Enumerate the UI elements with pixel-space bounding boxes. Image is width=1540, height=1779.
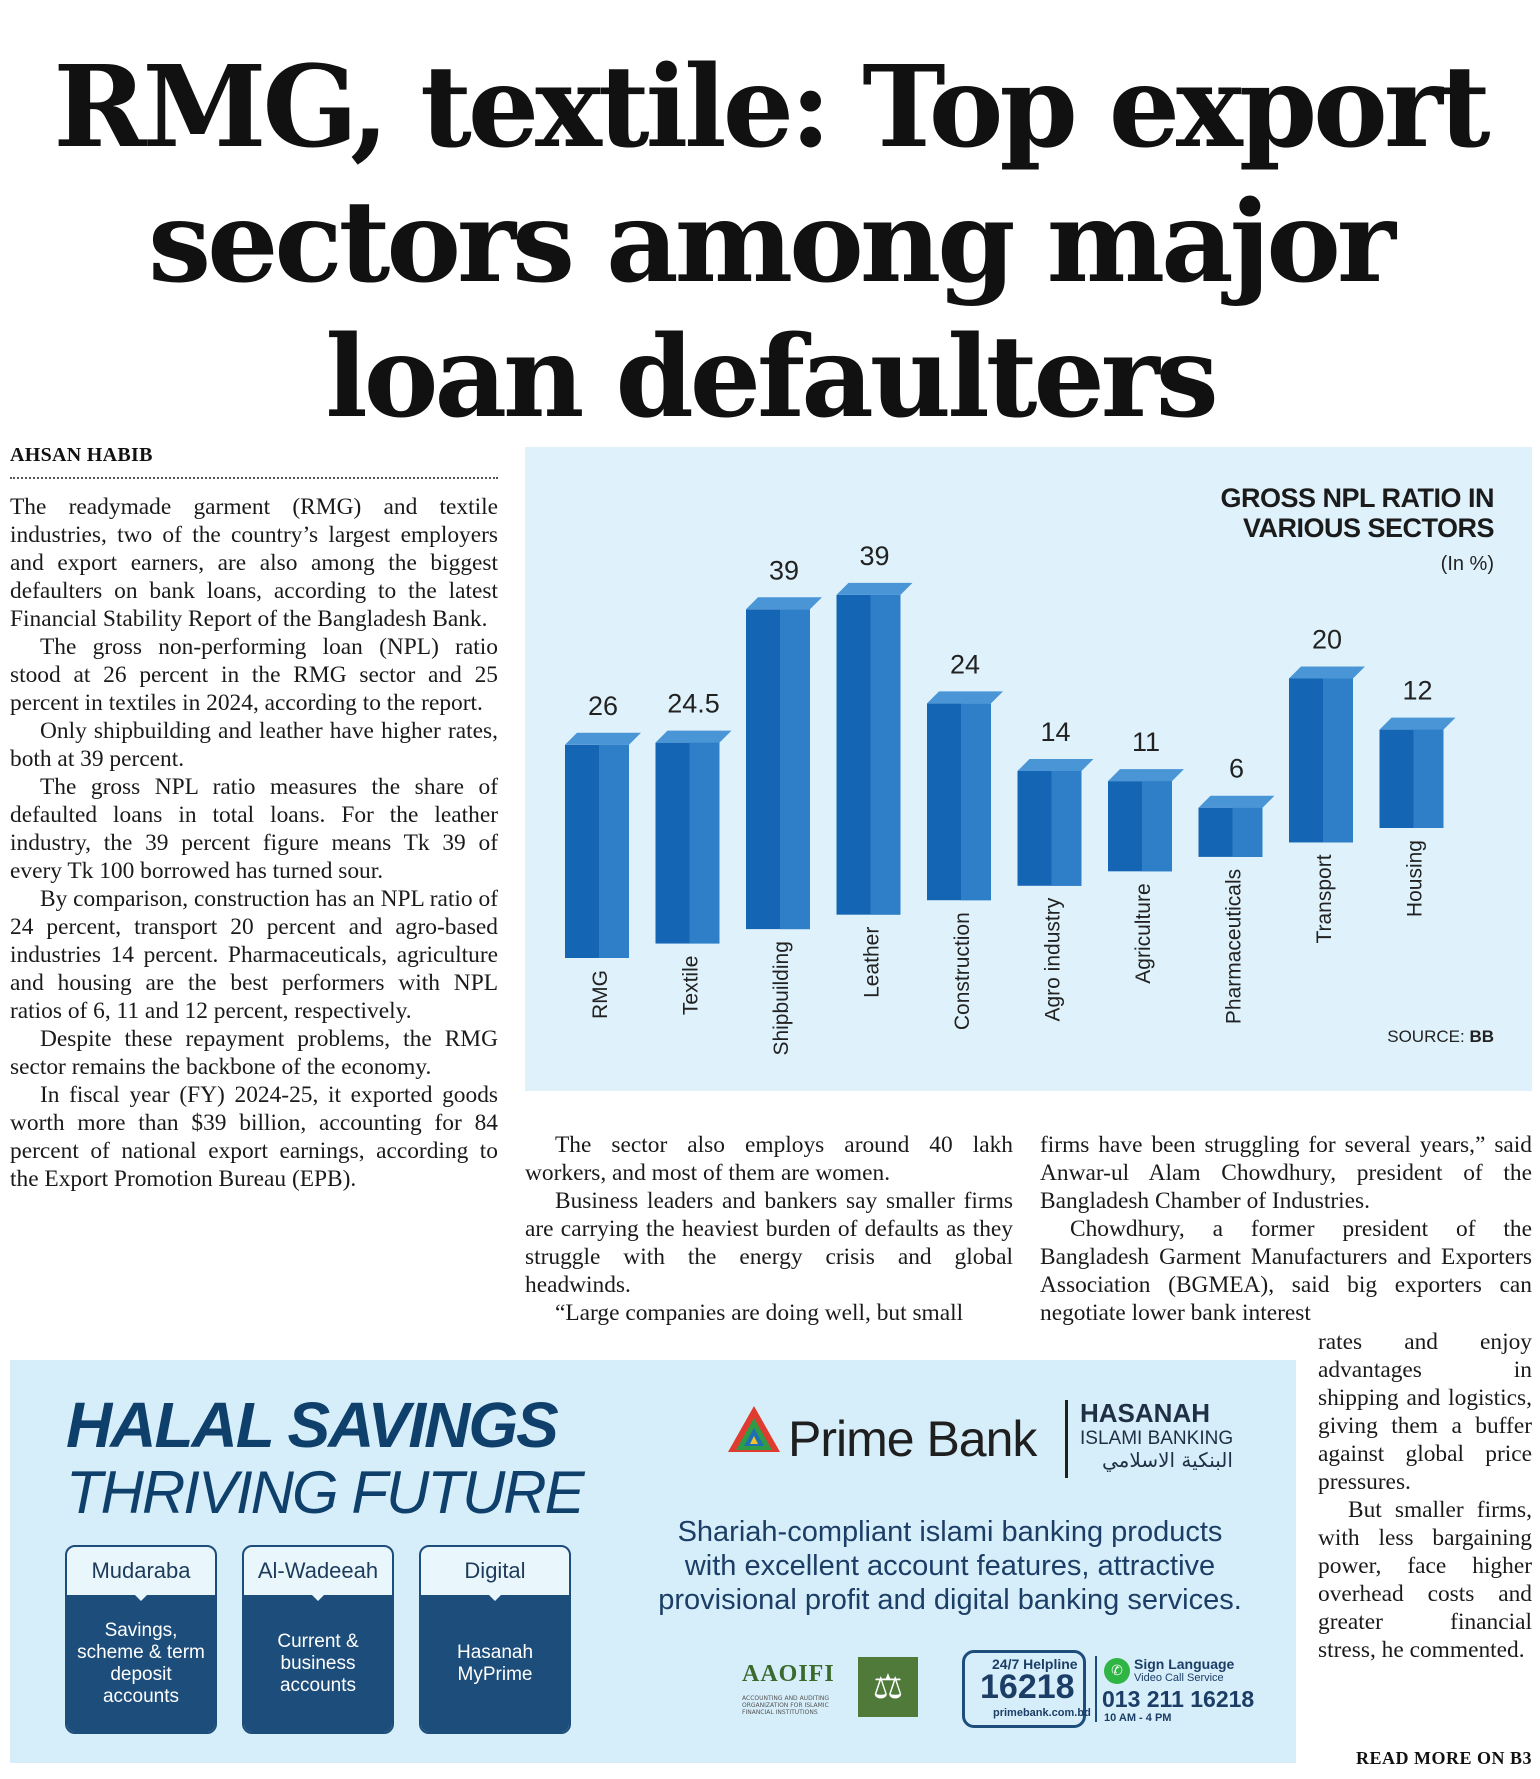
paragraph: “Large companies are doing well, but small bbox=[555, 1300, 964, 1326]
bar-construction bbox=[927, 691, 1003, 900]
prime-bank-ad[interactable] bbox=[10, 1360, 1296, 1763]
aaoifi-subtitle: ACCOUNTING AND AUDITING ORGANIZATION FOR ISLAMIC FINANCIAL INSTITUTIONS bbox=[742, 1695, 830, 1716]
bar-top bbox=[1108, 769, 1184, 781]
sign-language-number[interactable]: 013 211 16218 bbox=[1102, 1686, 1255, 1712]
bar-leather bbox=[837, 583, 913, 915]
value-label: 12 bbox=[1402, 675, 1433, 706]
paragraph: Chowdhury, a former president of the Bangladesh Garment Manufacturers and Exporters Association (BGMEA), said big exporters can negotiate lower bank interest bbox=[1040, 1216, 1532, 1326]
category-label: Pharmaceuticals bbox=[1222, 868, 1246, 1025]
headline: RMG, textile: Top export sectors among major loan defaulters bbox=[53, 42, 1487, 443]
bar-top bbox=[927, 691, 1003, 703]
ad-card-body: Current & business accounts bbox=[244, 1595, 392, 1732]
bar-side bbox=[1052, 771, 1082, 886]
ad-headline-2: THRIVING FUTURE bbox=[66, 1459, 583, 1526]
paragraph: The gross NPL ratio measures the share of defaulted loans in total loans. For the leather industry, the 39 percent figure means Tk 39 of every Tk 100 borrowed has turned sour. bbox=[10, 774, 498, 884]
paragraph: But smaller firms, with less bargaining power, face higher overhead costs and greater financial stress, he commented. bbox=[1318, 1497, 1532, 1663]
bar-top bbox=[1380, 718, 1456, 730]
bar-transport bbox=[1289, 666, 1365, 842]
category-label: Transport bbox=[1313, 854, 1336, 944]
bar-pharmaceuticals bbox=[1199, 796, 1275, 857]
sign-language-label: Sign Language bbox=[1134, 1656, 1235, 1672]
article-column-1 bbox=[10, 493, 498, 1193]
bar-side bbox=[1142, 781, 1172, 871]
bar-side bbox=[690, 743, 720, 944]
category-label: Agro industry bbox=[1041, 897, 1065, 1022]
bar-top bbox=[1199, 796, 1275, 808]
bar-agro-industry bbox=[1018, 759, 1094, 886]
bar-textile bbox=[656, 731, 732, 944]
paragraph: The sector also employs around 40 lakh workers, and most of them are women. bbox=[525, 1132, 1013, 1186]
bar-agriculture bbox=[1108, 769, 1184, 871]
chart-unit: (In %) bbox=[1440, 553, 1494, 575]
bar-shipbuilding bbox=[746, 597, 822, 929]
bar-side bbox=[961, 703, 991, 900]
bar-side bbox=[1323, 678, 1353, 842]
paragraph: The gross non-performing loan (NPL) ratio stood at 26 percent in the RMG sector and 25 percent in textiles in 2024, according to the report. bbox=[10, 634, 498, 716]
paragraph: By comparison, construction has an NPL ratio of 24 percent, transport 20 percent and agro-based industries 14 percent. Pharmaceuticals, agriculture and housing are the best performers with NPL ratios of 6, 11 and 12 percent, respectively. bbox=[10, 886, 498, 1024]
value-label: 11 bbox=[1131, 727, 1161, 758]
value-label: 20 bbox=[1311, 624, 1343, 655]
value-label: 26 bbox=[587, 690, 619, 721]
chart-title-line-1: GROSS NPL RATIO IN bbox=[1220, 483, 1494, 513]
ad-card-digital bbox=[419, 1545, 571, 1734]
bar-top bbox=[1289, 666, 1365, 678]
hasanah-arabic: البنكية الاسلامي bbox=[1102, 1448, 1233, 1472]
category-label: Construction bbox=[951, 912, 974, 1031]
bar-rmg bbox=[565, 733, 641, 958]
brand-divider bbox=[1065, 1400, 1068, 1478]
bar-top bbox=[1018, 759, 1094, 771]
brand-name: Prime Bank bbox=[788, 1411, 1037, 1467]
category-label: RMG bbox=[589, 970, 612, 1019]
bar-side bbox=[871, 595, 901, 915]
divider bbox=[1095, 1656, 1097, 1722]
read-more-link[interactable]: READ MORE ON B3 bbox=[1355, 1748, 1532, 1768]
category-label: Agriculture bbox=[1132, 883, 1155, 984]
ad-card-mudaraba bbox=[65, 1545, 217, 1734]
paragraph: The readymade garment (RMG) and textile industries, two of the country’s largest employers and export earners, are also among the biggest defaulters on bank loans, according to the latest Financial Stability Report of the Bangladesh Bank. bbox=[10, 494, 498, 632]
bar-housing bbox=[1380, 718, 1456, 828]
chart-source-label: SOURCE: bbox=[1387, 1027, 1465, 1046]
article-column-4 bbox=[1318, 1328, 1532, 1664]
helpline-number[interactable]: 16218 bbox=[980, 1668, 1075, 1706]
chart-source-value: BB bbox=[1469, 1027, 1494, 1046]
sign-language-sub: Video Call Service bbox=[1134, 1672, 1224, 1684]
chart-title bbox=[1220, 483, 1494, 543]
paragraph: rates and enjoy advantages in shipping and logistics, giving them a buffer against global price pressures. bbox=[1318, 1329, 1532, 1495]
card-notch-icon bbox=[308, 1591, 328, 1601]
bar-side bbox=[1414, 730, 1444, 828]
category-label: Shipbuilding bbox=[770, 941, 793, 1056]
value-label: 39 bbox=[768, 555, 800, 586]
whatsapp-icon: ✆ bbox=[1104, 1658, 1130, 1684]
category-label: Housing bbox=[1403, 840, 1427, 918]
bar-side bbox=[780, 609, 810, 929]
npl-chart bbox=[525, 447, 1532, 1091]
ad-copy: Shariah-compliant islami banking products with excellent account features, attractive provisional profit and digital banking services. bbox=[658, 1516, 1242, 1616]
bar-side bbox=[599, 745, 629, 958]
bar-side bbox=[1233, 808, 1263, 857]
ad-card-body: Hasanah MyPrime bbox=[421, 1595, 569, 1732]
helpline-label: 24/7 Helpline bbox=[992, 1656, 1078, 1672]
chart-title-line-2: VARIOUS SECTORS bbox=[1242, 513, 1494, 543]
article-column-3 bbox=[1040, 1131, 1532, 1327]
card-notch-icon bbox=[485, 1591, 505, 1601]
hasanah-subtitle: ISLAMI BANKING bbox=[1080, 1428, 1234, 1449]
category-label: Textile bbox=[679, 955, 703, 1016]
value-label: 24.5 bbox=[667, 688, 720, 719]
paragraph: Business leaders and bankers say smaller firms are carrying the heaviest burden of defaults as they struggle with the energy crisis and global headwinds. bbox=[525, 1188, 1013, 1298]
ad-card-title: Al-Wadeeah bbox=[257, 1558, 379, 1583]
category-label: Leather bbox=[860, 926, 884, 998]
prime-bank-logo-icon bbox=[724, 1402, 784, 1462]
aaoifi-name: AAOIFI bbox=[742, 1661, 835, 1687]
website-link[interactable]: primebank.com.bd bbox=[993, 1707, 1091, 1719]
article-column-2 bbox=[525, 1131, 1013, 1327]
paragraph: Only shipbuilding and leather have higher rates, both at 39 percent. bbox=[10, 718, 498, 772]
ad-card-title: Mudaraba bbox=[91, 1558, 191, 1583]
scales-icon: ⚖ bbox=[858, 1657, 918, 1717]
paragraph: firms have been struggling for several years,” said Anwar-ul Alam Chowdhury, president of the Bangladesh Chamber of Industries. bbox=[1040, 1132, 1532, 1214]
chart-canvas bbox=[525, 447, 1532, 1091]
card-notch-icon bbox=[131, 1591, 151, 1601]
aaoifi-logo bbox=[742, 1655, 922, 1725]
value-label: 39 bbox=[859, 540, 890, 571]
bar-top bbox=[565, 733, 641, 745]
bar-top bbox=[656, 731, 732, 743]
ad-card-body: Savings, scheme & term deposit accounts bbox=[67, 1595, 215, 1732]
sign-language-hours: 10 AM - 4 PM bbox=[1104, 1712, 1172, 1724]
hasanah-title: HASANAH bbox=[1080, 1398, 1210, 1428]
byline: AHSAN HABIB bbox=[10, 444, 498, 479]
value-label: 14 bbox=[1040, 716, 1071, 747]
value-label: 6 bbox=[1228, 753, 1245, 784]
bar-top bbox=[837, 583, 913, 595]
chart-source bbox=[1387, 1027, 1494, 1047]
ad-card-title: Digital bbox=[464, 1558, 526, 1583]
ad-headline-1: HALAL SAVINGS bbox=[66, 1389, 557, 1461]
paragraph: In fiscal year (FY) 2024-25, it exported goods worth more than $39 billion, accounting for 84 percent of national export earnings, according to the Export Promotion Bureau (EPB). bbox=[10, 1082, 498, 1192]
paragraph: Despite these repayment problems, the RMG sector remains the backbone of the economy. bbox=[10, 1026, 498, 1080]
ad-card-al-wadeeah bbox=[242, 1545, 394, 1734]
value-label: 24 bbox=[949, 649, 981, 680]
bar-top bbox=[746, 597, 822, 609]
